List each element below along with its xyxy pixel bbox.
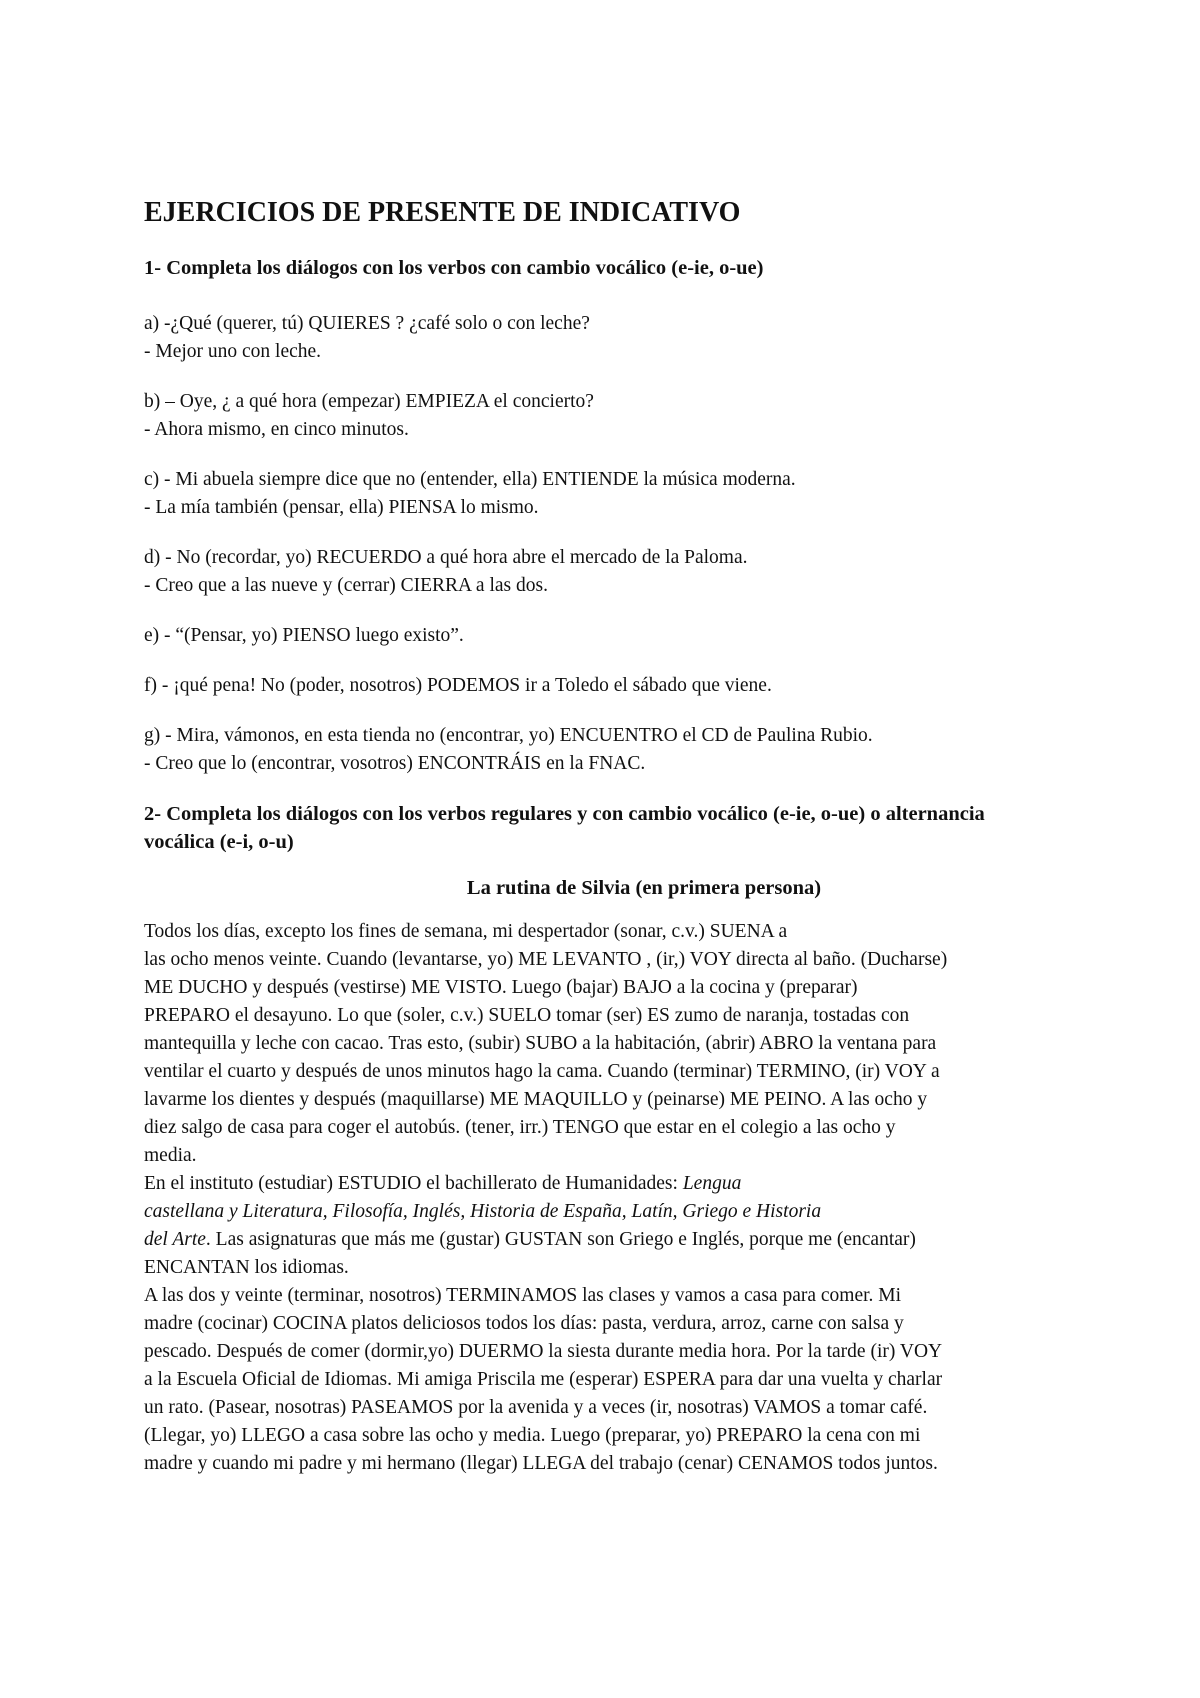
paragraph-2 [144, 1170, 1144, 1282]
exercise-e-line-1: e) - “(Pensar, yo) PIENSO luego existo”. [144, 625, 464, 646]
exercise-e [144, 622, 1144, 650]
subject-list-italic: castellana y Literatura, Filosofía, Inglés, Historia de España, Latín, Griego e Historia [144, 1201, 822, 1222]
exercise-f-line-1: f) - ¡qué pena! No (poder, nosotros) PODEMOS ir a Toledo el sábado que viene. [144, 675, 772, 696]
section-1-heading: 1- Completa los diálogos con los verbos con cambio vocálico (e-ie, o-ue) [144, 257, 764, 279]
exercise-f [144, 672, 1144, 700]
paragraph-2-line-4: ENCANTAN los idiomas. [144, 1257, 349, 1278]
paragraph-1-line: diez salgo de casa para coger el autobús. (tener, irr.) TENGO que estar en el colegio a las ocho y [144, 1117, 896, 1138]
paragraph-1 [144, 918, 1144, 1170]
exercise-b-line-2: - Ahora mismo, en cinco minutos. [144, 419, 409, 440]
paragraph-3-line: un rato. (Pasear, nosotras) PASEAMOS por la avenida y a veces (ir, nosotras) VAMOS a tomar café. [144, 1397, 928, 1418]
reading-subtitle: La rutina de Silvia (en primera persona) [466, 877, 822, 899]
exercise-b [144, 388, 1144, 444]
exercise-d [144, 544, 1144, 600]
paragraph-2-line-1 [144, 1170, 1144, 1198]
section-2-heading [144, 800, 1144, 856]
paragraph-2-line-3 [144, 1226, 1144, 1254]
paragraph-3-line: madre y cuando mi padre y mi hermano (llegar) LLEGA del trabajo (cenar) CENAMOS todos juntos. [144, 1453, 938, 1474]
subject-list-italic: Lengua [682, 1173, 742, 1194]
paragraph-1-line: PREPARO el desayuno. Lo que (soler, c.v.) SUELO tomar (ser) ES zumo de naranja, tostadas con [144, 1005, 910, 1026]
exercise-b-line-1: b) – Oye, ¿ a qué hora (empezar) EMPIEZA el concierto? [144, 391, 594, 412]
section-2-heading-line-2: vocálica (e-i, o-u) [144, 831, 294, 853]
exercise-a-line-1: a) -¿Qué (querer, tú) QUIERES ? ¿café solo o con leche? [144, 313, 590, 334]
subject-list-italic: del Arte [144, 1229, 206, 1250]
exercise-c-line-2: - La mía también (pensar, ella) PIENSA lo mismo. [144, 497, 539, 518]
exercise-c [144, 466, 1144, 522]
paragraph-1-line: ventilar el cuarto y después de unos minutos hago la cama. Cuando (terminar) TERMINO, (ir) VOY a [144, 1061, 940, 1082]
paragraph-1-line: media. [144, 1145, 197, 1166]
exercise-g-line-2: - Creo que lo (encontrar, vosotros) ENCONTRÁIS en la FNAC. [144, 753, 646, 774]
exercise-g-line-1: g) - Mira, vámonos, en esta tienda no (encontrar, yo) ENCUENTRO el CD de Paulina Rubio. [144, 725, 873, 746]
paragraph-3-line: pescado. Después de comer (dormir,yo) DUERMO la siesta durante media hora. Por la tarde (ir) VOY [144, 1341, 943, 1362]
exercise-d-line-1: d) - No (recordar, yo) RECUERDO a qué hora abre el mercado de la Paloma. [144, 547, 748, 568]
document-page [144, 196, 1144, 1478]
exercise-a [144, 310, 1144, 366]
exercise-a-line-2: - Mejor uno con leche. [144, 341, 322, 362]
paragraph-1-line: las ocho menos veinte. Cuando (levantarse, yo) ME LEVANTO , (ir,) VOY directa al baño. (Ducharse) [144, 949, 948, 970]
paragraph-2-text: . Las asignaturas que más me (gustar) GUSTAN son Griego e Inglés, porque me (encantar) [205, 1229, 916, 1250]
exercise-g [144, 722, 1144, 778]
section-2-heading-line-1: 2- Completa los diálogos con los verbos regulares y con cambio vocálico (e-ie, o-ue) o alternancia [144, 803, 985, 825]
exercise-c-line-1: c) - Mi abuela siempre dice que no (entender, ella) ENTIENDE la música moderna. [144, 469, 796, 490]
paragraph-1-line: lavarme los dientes y después (maquillarse) ME MAQUILLO y (peinarse) ME PEINO. A las ocho y [144, 1089, 928, 1110]
paragraph-1-line: Todos los días, excepto los fines de semana, mi despertador (sonar, c.v.) SUENA a [144, 921, 788, 942]
paragraph-3-line: (Llegar, yo) LLEGO a casa sobre las ocho y media. Luego (preparar, yo) PREPARO la cena con mi [144, 1425, 921, 1446]
section-1-exercises [144, 310, 1144, 778]
paragraph-3 [144, 1282, 1144, 1478]
paragraph-3-line: A las dos y veinte (terminar, nosotros) TERMINAMOS las clases y vamos a casa para comer. Mi [144, 1285, 902, 1306]
paragraph-1-line: mantequilla y leche con cacao. Tras esto, (subir) SUBO a la habitación, (abrir) ABRO la ventana para [144, 1033, 937, 1054]
exercise-d-line-2: - Creo que a las nueve y (cerrar) CIERRA a las dos. [144, 575, 548, 596]
document-title: EJERCICIOS DE PRESENTE DE INDICATIVO [144, 197, 741, 228]
paragraph-3-line: madre (cocinar) COCINA platos deliciosos todos los días: pasta, verdura, arroz, carne con salsa y [144, 1313, 904, 1334]
paragraph-1-line: ME DUCHO y después (vestirse) ME VISTO. Luego (bajar) BAJO a la cocina y (preparar) [144, 977, 858, 998]
paragraph-3-line: a la Escuela Oficial de Idiomas. Mi amiga Priscila me (esperar) ESPERA para dar una vuelta y charlar [144, 1369, 943, 1390]
paragraph-2-text: En el instituto (estudiar) ESTUDIO el bachillerato de Humanidades: [144, 1173, 683, 1194]
